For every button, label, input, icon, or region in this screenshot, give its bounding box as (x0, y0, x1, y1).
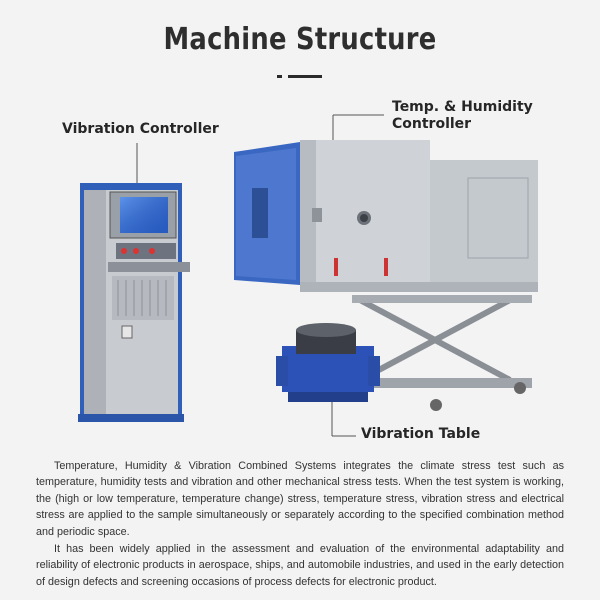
page-title: Machine Structure (163, 22, 437, 57)
scissor-lift (360, 300, 510, 380)
description-paragraph-2: It has been widely applied in the assessment and evaluation of the environmental adaptability and reliability of electronic products in aerospace, ships, and automobile industries, and used in the early detection of design defects and screening occasions of process defects for electronic product. (36, 543, 564, 588)
label-temp-humidity-line2: Controller (392, 116, 472, 132)
label-vibration-table: Vibration Table (361, 426, 481, 442)
vibration-table (276, 323, 380, 402)
label-vibration-controller: Vibration Controller (62, 121, 219, 137)
description-paragraph-1: Temperature, Humidity & Vibration Combined Systems integrates the climate stress test such as temperature, humidity tests and vibration and other mechanical stress tests. When the test system is working, the (high or low temperature, temperature change) stress, temperature stress, vibration stress and electrical stress are applied to the sample simultaneously or separately according to the specified combination method and periodic space. (36, 460, 564, 538)
label-temp-humidity-line1: Temp. & Humidity (392, 99, 533, 115)
description (36, 458, 564, 591)
label-temp-humidity-controller (392, 99, 533, 133)
vibration-controller-cabinet (78, 183, 190, 422)
temp-humidity-chamber (234, 140, 538, 292)
